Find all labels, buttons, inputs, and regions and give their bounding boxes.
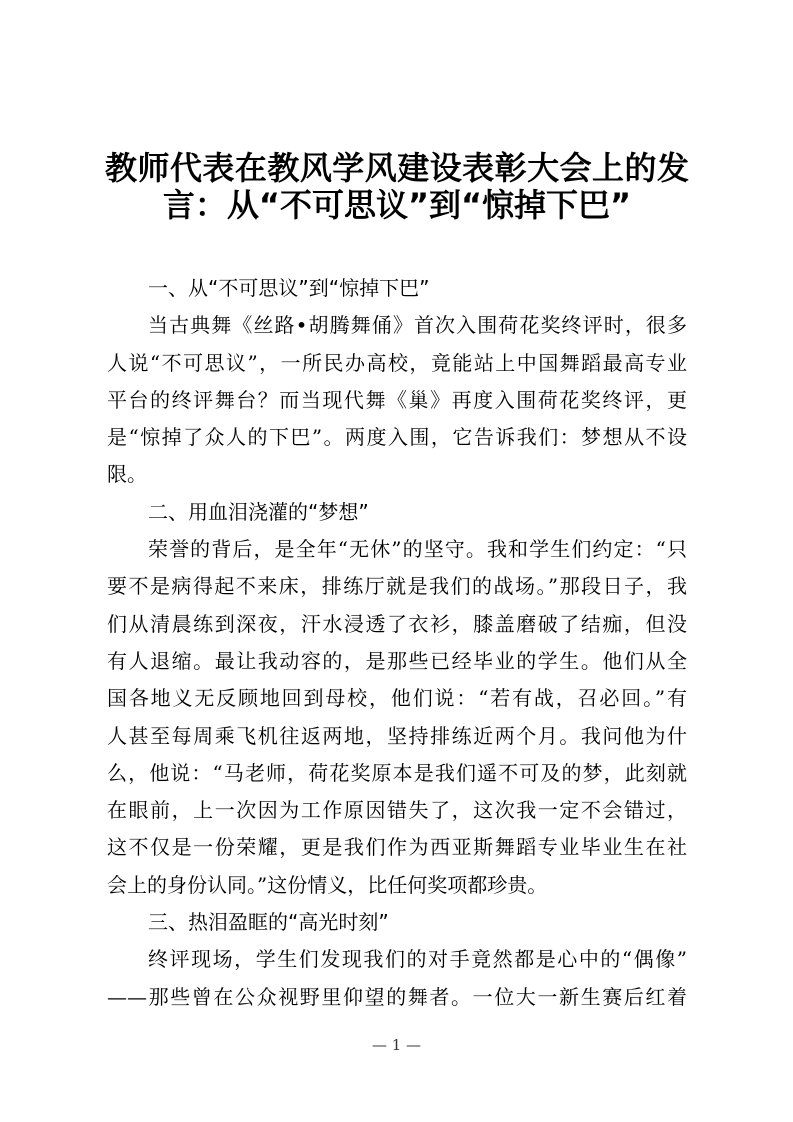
paragraph-line: 限。 <box>107 462 147 487</box>
paragraph-line: 人说“不可思议”，一所民办高校，竟能站上中国舞蹈最高专业 <box>107 350 687 375</box>
paragraph-line: 这不仅是一份荣耀，更是我们作为西亚斯舞蹈专业毕业生在社 <box>107 835 687 860</box>
paragraph-line: 们从清晨练到深夜，汗水浸透了衣衫，膝盖磨破了结痂，但没 <box>107 611 687 636</box>
paragraph-line: 人甚至每周乘飞机往返两地，坚持排练近两个月。我问他为什 <box>107 723 687 748</box>
paragraph-line: 在眼前，上一次因为工作原因错失了，这次我一定不会错过， <box>107 798 687 823</box>
title-line-2: 言：从“不可思议”到“惊掉下巴” <box>162 186 632 224</box>
document-body <box>107 270 687 1016</box>
section-heading-2: 二、用血泪浇灌的“梦想” <box>148 499 369 524</box>
paragraph-line: 要不是病得起不来床，排练厅就是我们的战场。”那段日子，我 <box>107 574 687 599</box>
page-number: — 1 — <box>371 1036 422 1054</box>
paragraph-line: 有人退缩。最让我动容的，是那些已经毕业的学生。他们从全 <box>107 648 687 673</box>
paragraph-line: 么，他说：“马老师，荷花奖原本是我们遥不可及的梦，此刻就 <box>107 760 687 785</box>
paragraph-line: 当古典舞《丝路•胡腾舞俑》首次入围荷花奖终评时，很多 <box>148 313 687 338</box>
paragraph-line: 会上的身份认同。”这份情义，比任何奖项都珍贵。 <box>107 872 548 897</box>
title-line-1: 教师代表在教风学风建设表彰大会上的发 <box>105 149 689 187</box>
section-heading-1: 一、从“不可思议”到“惊掉下巴” <box>148 276 430 300</box>
paragraph-line: 是“惊掉了众人的下巴”。两度入围，它告诉我们：梦想从不设 <box>107 425 687 450</box>
paragraph-line: ——那些曾在公众视野里仰望的舞者。一位大一新生赛后红着 <box>107 984 687 1009</box>
document-title <box>105 150 689 224</box>
paragraph-line: 终评现场，学生们发现我们的对手竟然都是心中的“偶像” <box>148 947 687 972</box>
paragraph-line: 平台的终评舞台？而当现代舞《巢》再度入围荷花奖终评，更 <box>107 387 687 412</box>
paragraph-line: 国各地义无反顾地回到母校，他们说：“若有战，召必回。”有 <box>107 686 687 711</box>
paragraph-line: 荣誉的背后，是全年“无休”的坚守。我和学生们约定：“只 <box>148 537 687 562</box>
section-heading-3: 三、热泪盈眶的“高光时刻” <box>148 910 389 935</box>
